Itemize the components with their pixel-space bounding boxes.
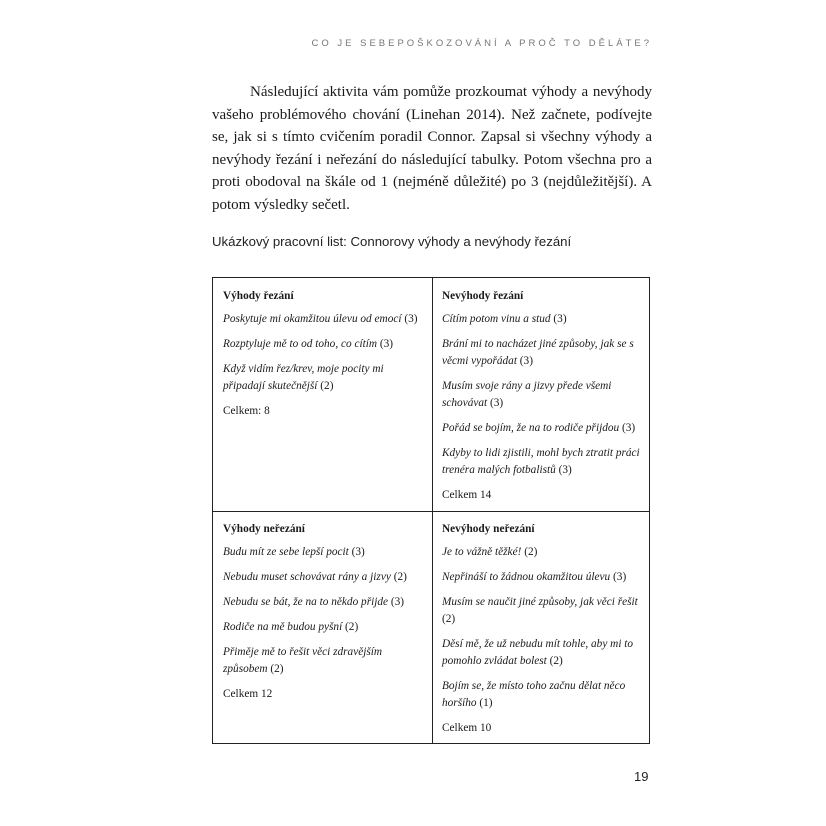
- table-caption: Ukázkový pracovní list: Connorovy výhody a nevýhody řezání: [212, 234, 572, 249]
- item-text: Nebudu muset schovávat rány a jizvy: [223, 571, 391, 583]
- list-item: [442, 569, 642, 586]
- item-score: (2): [442, 613, 456, 625]
- item-text: Bojím se, že místo toho začnu dělat něco horšího: [442, 680, 626, 709]
- item-score: (3): [622, 422, 636, 434]
- item-score: (3): [379, 338, 394, 350]
- item-text: Děsí mě, že už nebudu mít tohle, aby mi to pomohlo zvládat bolest: [442, 638, 634, 667]
- cell-total: Celkem 14: [442, 489, 492, 501]
- cell-pros-cutting: [223, 288, 423, 420]
- item-text: Když vidím řez/krev, moje pocity mi připadají skutečnější: [223, 363, 384, 392]
- item-score: (2): [320, 380, 334, 392]
- cell-total: Celkem 10: [442, 722, 492, 734]
- cell-items: [223, 544, 423, 678]
- item-text: Cítím potom vinu a stud: [442, 313, 551, 325]
- item-text: Rodiče na mě budou pyšní: [223, 621, 343, 633]
- list-item: [442, 311, 642, 328]
- item-score: (3): [390, 596, 405, 608]
- item-text: Poskytuje mi okamžitou úlevu od emocí: [223, 313, 402, 325]
- item-score: (2): [270, 663, 284, 675]
- list-item: [223, 644, 423, 678]
- item-score: (3): [519, 355, 533, 367]
- item-score: (2): [524, 546, 538, 558]
- list-item: [442, 544, 642, 561]
- cell-title: Výhody řezání: [223, 290, 294, 302]
- list-item: [442, 420, 642, 437]
- item-score: (2): [393, 571, 407, 583]
- item-text: Nepřináší to žádnou okamžitou úlevu: [442, 571, 611, 583]
- cell-title: Nevýhody řezání: [442, 290, 524, 302]
- cell-title: Nevýhody neřezání: [442, 523, 535, 535]
- list-item: [442, 678, 642, 712]
- item-score: (2): [345, 621, 359, 633]
- item-text: Rozptyluje mě to od toho, co cítím: [223, 338, 378, 350]
- item-text: Je to vážně těžké!: [442, 546, 522, 558]
- list-item: [223, 569, 423, 586]
- item-score: (1): [479, 697, 493, 709]
- cell-cons-not-cutting: [442, 521, 642, 737]
- item-text: Musím svoje rány a jizvy přede všemi schovávat: [442, 380, 612, 409]
- list-item: [223, 311, 423, 328]
- cell-items: [223, 311, 423, 395]
- item-score: (3): [558, 464, 572, 476]
- item-score: (3): [613, 571, 627, 583]
- cell-total: Celkem 12: [223, 688, 273, 700]
- list-item: [223, 361, 423, 395]
- item-score: (3): [490, 397, 504, 409]
- item-text: Musím se naučit jiné způsoby, jak věci řešit: [442, 596, 638, 608]
- list-item: [442, 336, 642, 370]
- item-text: Pořád se bojím, že na to rodiče přijdou: [442, 422, 620, 434]
- list-item: [442, 378, 642, 412]
- page-number: 19: [634, 769, 649, 784]
- item-text: Kdyby to lidi zjistili, mohl bych ztratit práci trenéra malých fotbalistů: [442, 447, 640, 476]
- list-item: [442, 594, 642, 628]
- item-text: Nebudu se bát, že na to někdo přijde: [223, 596, 389, 608]
- list-item: [442, 445, 642, 479]
- table-horizontal-divider: [213, 511, 649, 512]
- cell-cons-cutting: [442, 288, 642, 504]
- running-header: CO JE SEBEPOŠKOZOVÁNÍ A PROČ TO DĚLÁTE?: [311, 38, 652, 49]
- list-item: [223, 594, 423, 611]
- cell-items: [442, 311, 642, 479]
- body-paragraph: Následující aktivita vám pomůže prozkoumat výhody a nevýhody vašeho problémového chování (Linehan 2014). Než začnete, podívejte se, jak si s tímto cvičením poradil Connor. Zapsal si všechny výhody a nevýhody řezání i neřezání do následující tabulky. Potom všechna pro a proti obodoval na škále od 1 (nejméně důležité) po 3 (nejdůležitější). A potom výsledky sečetl.: [212, 84, 652, 213]
- cell-pros-not-cutting: [223, 521, 423, 703]
- item-score: (3): [553, 313, 567, 325]
- item-score: (2): [549, 655, 563, 667]
- item-text: Přiměje mě to řešit věci zdravějším způsobem: [223, 646, 383, 675]
- item-score: (3): [351, 546, 365, 558]
- item-score: (3): [404, 313, 418, 325]
- list-item: [442, 636, 642, 670]
- list-item: [223, 336, 423, 353]
- item-text: Brání mi to nacházet jiné způsoby, jak se s věcmi vypořádat: [442, 338, 634, 367]
- cell-total: Celkem: 8: [223, 405, 270, 417]
- pros-cons-table: [212, 277, 650, 744]
- item-text: Budu mít ze sebe lepší pocit: [223, 546, 349, 558]
- list-item: [223, 544, 423, 561]
- cell-title: Výhody neřezání: [223, 523, 305, 535]
- cell-items: [442, 544, 642, 712]
- list-item: [223, 619, 423, 636]
